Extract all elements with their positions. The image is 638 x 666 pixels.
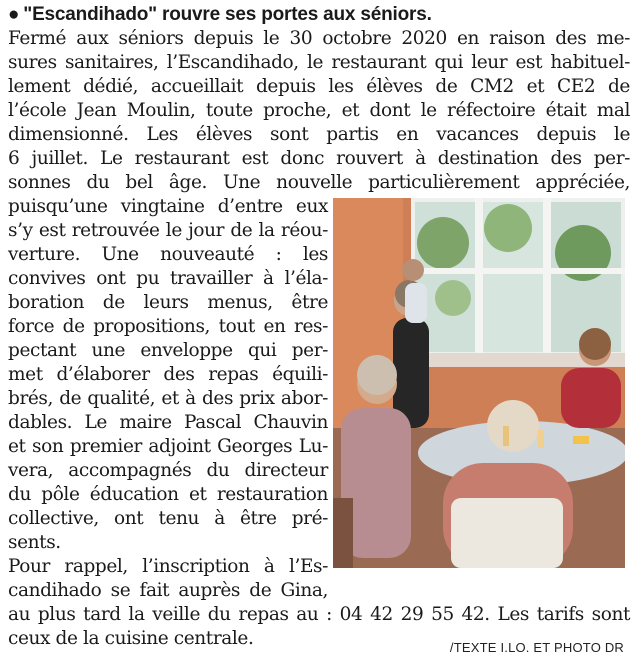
text-line: brés, de qualité, et à des prix abor- [8, 388, 328, 409]
text-line: boration de leurs menus, être [8, 292, 328, 313]
title-text: "Escandihado" rouvre ses portes aux séniors. [23, 4, 432, 25]
text-line: sonnes du bel âge. Une nouvelle particulièrement appréciée, [8, 172, 630, 193]
text-line: lement dédié, accueillait depuis les élèves de CM2 et CE2 de [8, 76, 630, 97]
text-line: pectant une enveloppe qui per- [8, 340, 328, 361]
text-line: dables. Le maire Pascal Chauvin [8, 412, 328, 433]
text-line: met d’élaborer des repas équili- [8, 364, 328, 385]
text-line: au plus tard la veille du repas au : 04 42 29 55 42. Les tarifs sont [8, 604, 630, 625]
text-line: collective, ont tenu à être pré- [8, 508, 328, 529]
article-title [8, 4, 633, 26]
text-line: du pôle éducation et restauration [8, 484, 328, 505]
text-line: puisqu’une vingtaine d’entre eux [8, 196, 328, 217]
text-line: candihado se fait auprès de Gina, [8, 580, 328, 601]
text-line: et son premier adjoint Georges Lu- [8, 436, 328, 457]
article-photo [333, 198, 625, 568]
text-line: Pour rappel, l’inscription à l’Es- [8, 556, 328, 577]
dining-room-photo [333, 198, 625, 568]
bullet-icon: ● [8, 4, 20, 25]
text-line: vera, accompagnés du directeur [8, 460, 328, 481]
text-line: ceux de la cuisine centrale. [8, 628, 254, 649]
text-line: Fermé aux séniors depuis le 30 octobre 2020 en raison des me- [8, 28, 630, 49]
text-line: convives ont pu travailler à l’éla- [8, 268, 328, 289]
text-line: l’école Jean Moulin, toute proche, et dont le réfectoire était mal [8, 100, 630, 121]
text-line: s’y est retrouvée le jour de la réou- [8, 220, 328, 241]
photo-credit: /TEXTE I.LO. ET PHOTO DR [449, 640, 624, 655]
text-line: sures sanitaires, l’Escandihado, le restaurant qui leur est habituel- [8, 52, 630, 73]
text-line: 6 juillet. Le restaurant est donc rouvert à destination des per- [8, 148, 630, 169]
text-line: dimensionné. Les élèves sont partis en vacances depuis le [8, 124, 630, 145]
text-line: sents. [8, 532, 61, 553]
text-line: force de propositions, tout en res- [8, 316, 328, 337]
text-line: verture. Une nouveauté : les [8, 244, 328, 265]
